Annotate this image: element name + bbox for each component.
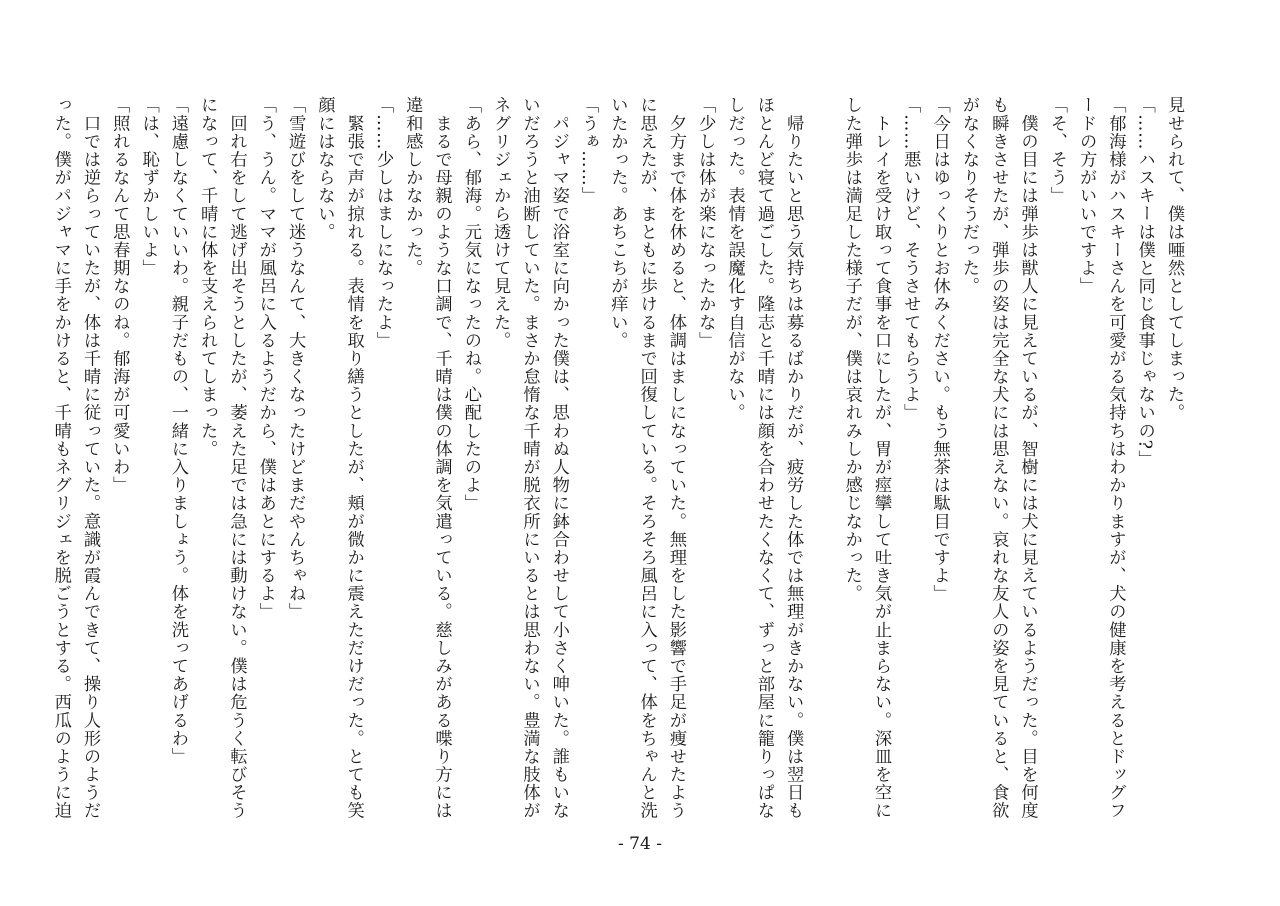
text-line: 「……悪いけど、そうさせてもらうよ」 bbox=[900, 96, 921, 422]
text-line: 緊張で声が掠れる。表情を取り繕うとしたが、頬が微かに震えただけだった。とても笑 bbox=[343, 96, 364, 820]
text-line: 見せられて、僕は唖然としてしまった。 bbox=[1164, 96, 1184, 422]
text-line: 「うぁ……」 bbox=[578, 96, 599, 205]
text-line: 回れ右をして逃げ出そうとしたが、萎えた足では急には動けない。僕は危うく転びそう bbox=[226, 96, 247, 820]
text-line: 帰りたいと思う気持ちは募るばかりだが、疲労した体では無理がきかない。僕は翌日も bbox=[783, 96, 804, 820]
text-line: 顔にはならない。 bbox=[314, 96, 335, 241]
text-line: 「……少しはましになったよ」 bbox=[372, 96, 393, 350]
text-line: 「遠慮しなくていいわ。親子だもの、一緒に入りましょう。体を洗ってあげるわ」 bbox=[167, 96, 188, 766]
text-line: 違和感しかなかった。 bbox=[402, 96, 423, 277]
text-line: 「そ、そう」 bbox=[1046, 96, 1067, 205]
text-line: 「あら、郁海。元気になったのね。心配したのよ」 bbox=[460, 96, 481, 513]
text-line: 「少しは体が楽になったかな」 bbox=[695, 96, 716, 350]
text-line: しだった。表情を誤魔化す自信がない。 bbox=[724, 96, 745, 422]
text-line: も瞬きさせたが、弾歩の姿は完全な犬には思えない。哀れな友人の姿を見ていると、食欲 bbox=[988, 96, 1009, 820]
text-line: いだろうと油断していた。まさか怠惰な千晴が脱衣所にいるとは思わない。豊満な肢体が bbox=[519, 96, 540, 820]
text-line: まるで母親のような口調で、千晴は僕の体調を気遣っている。慈しみがある喋り方には bbox=[431, 96, 452, 820]
text-line: 口では逆らっていたが、体は千晴に従っていた。意識が霞んできて、操り人形のようだ bbox=[80, 96, 101, 820]
text-line: 「郁海様がハスキーさんを可愛がる気持ちはわかりますが、犬の健康を考えるとドッグフ bbox=[1105, 96, 1126, 820]
text-line: 「雪遊びをして迷うなんて、大きくなったけどまだやんちゃね」 bbox=[285, 96, 306, 621]
text-line: った。僕がパジャマに手をかけると、千晴もネグリジェを脱ごうとする。西瓜のように迫 bbox=[50, 96, 71, 820]
text-line: 「……ハスキーは僕と同じ食事じゃないの?」 bbox=[1134, 96, 1155, 468]
text-line: ネグリジェから透けて見えた。 bbox=[490, 96, 511, 350]
blank-line bbox=[807, 96, 836, 816]
text-line: になって、千晴に体を支えられてしまった。 bbox=[197, 96, 218, 458]
page-number: - 74 - bbox=[618, 834, 662, 854]
text-line: 「う、うん。ママが風呂に入るようだから、僕はあとにするよ」 bbox=[255, 96, 276, 621]
text-line: 僕の目には弾歩は獣人に見えているが、智樹には犬に見えているようだった。目を何度 bbox=[1017, 96, 1038, 820]
text-line: した弾歩は満足した様子だが、僕は哀れみしか感じなかった。 bbox=[841, 96, 862, 603]
text-line: 「は、恥ずかしいよ」 bbox=[138, 96, 159, 277]
text-line: がなくなりそうだった。 bbox=[958, 96, 979, 295]
text-line: いたかった。あちこちが痒い。 bbox=[607, 96, 628, 350]
text-line: に思えたが、まともに歩けるまで回復している。そろそろ風呂に入って、体をちゃんと洗 bbox=[636, 96, 657, 820]
text-line: 「照れるなんて思春期なのね。郁海が可愛いわ」 bbox=[109, 96, 130, 494]
text-line: 「今日はゆっくりとお休みください。もう無茶は駄目ですよ」 bbox=[929, 96, 950, 603]
text-line: トレイを受け取って食事を口にしたが、胃が痙攣して吐き気が止まらない。深皿を空に bbox=[871, 96, 892, 820]
vertical-text-body bbox=[50, 96, 1188, 820]
text-line: 夕方まで体を休めると、体調はましになっていた。無理をした影響で手足が痩せたよう bbox=[665, 96, 686, 820]
text-line: ードの方がいいですよ」 bbox=[1076, 96, 1097, 295]
text-line: ほとんど寝て過ごした。隆志と千晴には顔を合わせたくなくて、ずっと部屋に籠りっぱな bbox=[753, 96, 774, 820]
text-line: パジャマ姿で浴室に向かった僕は、思わぬ人物に鉢合わせして小さく呻いた。誰もいな bbox=[548, 96, 569, 820]
